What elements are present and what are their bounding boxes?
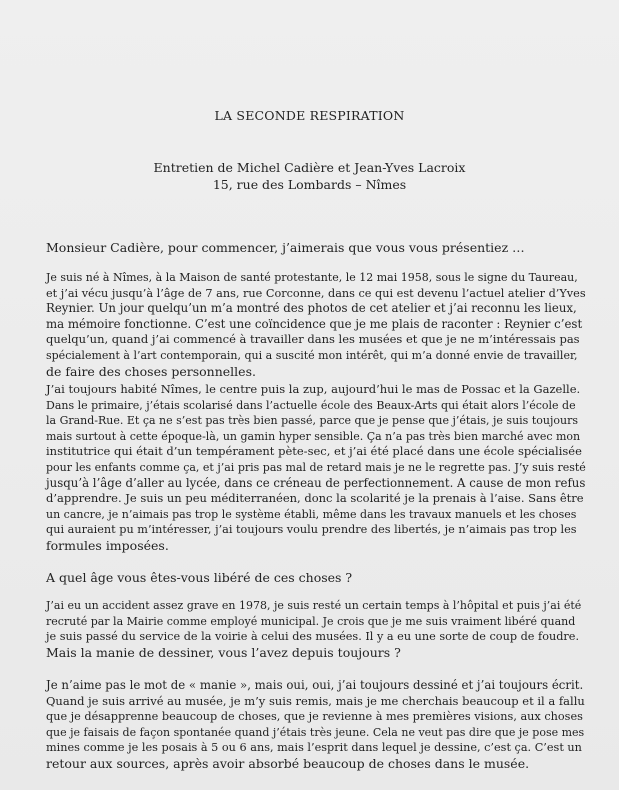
text-line: formules imposées. [46, 537, 169, 553]
text-line: J’ai toujours habité Nîmes, le centre puis la zup, aujourd’hui le mas de Possac et la Gazelle. [46, 382, 581, 396]
text-line: ma mémoire fonctionne. C’est une coïncidence que je me plais de raconter : Reynier c’est [46, 316, 583, 331]
text-line: spécialement à l’art contemporain, qui a suscité mon intérêt, qui m’a donné envie de travailler, [46, 348, 578, 362]
answer-paragraph [46, 598, 586, 660]
text-line: je suis passé du service de la voirie à celui des musées. Il y a eu une sorte de coup de foudre. [46, 630, 580, 644]
question-paragraph: Monsieur Cadière, pour commencer, j’aimerais que vous vous présentiez … [46, 240, 525, 255]
text-line: Je n’aime pas le mot de « manie », mais oui, oui, j’ai toujours dessiné et j’ai toujours écrit. [46, 678, 584, 692]
question-paragraph: A quel âge vous êtes-vous libéré de ces choses ? [46, 570, 353, 585]
text-line: un cancre, je n’aimais pas trop le système établi, même dans les travaux manuels et les choses [46, 507, 577, 521]
text-line: jusqu’à l’âge d’aller au lycée, dans ce créneau de perfectionnement. A cause de mon refus [46, 475, 586, 490]
text-line: de faire des choses personnelles. [46, 363, 256, 379]
text-line: institutrice qui était d’un tempérament pète-sec, et j’ai été placé dans une école spécialisée [46, 444, 582, 459]
answer-paragraph [46, 270, 586, 379]
answer-paragraph [46, 382, 586, 554]
text-line: J’ai eu un accident assez grave en 1978, je suis resté un certain temps à l’hôpital et puis j’ai été [46, 599, 582, 612]
interview-subtitle: Entretien de Michel Cadière et Jean-Yves Lacroix [153, 160, 466, 175]
text-line: quelqu’un, quand j’ai commencé à travailler dans les musées et que je ne m’intéressais pas [46, 332, 580, 347]
document-title: LA SECONDE RESPIRATION [214, 108, 405, 123]
text-line: Dans le primaire, j’étais scolarisé dans l’actuelle école des Beaux-Arts qui était alors l’école de [46, 398, 576, 412]
answer-paragraph [46, 678, 586, 772]
text-line: la Grand-Rue. Et ça ne s’est pas très bien passé, parce que je pense que j’étais, je suis toujours [46, 414, 578, 428]
text-line: et j’ai vécu jusqu’à l’âge de 7 ans, rue Corconne, dans ce qui est devenu l’actuel atelier d’Yves [46, 286, 586, 300]
text-line: d’apprendre. Je suis un peu méditerranéen, donc la scolarité je la prenais à l’aise. Sans être [46, 491, 584, 506]
text-line: Reynier. Un jour quelqu’un m’a montré des photos de cet atelier et j’ai reconnu les lieux, [46, 301, 577, 316]
text-line: Mais la manie de dessiner, vous l’avez depuis toujours ? [46, 644, 401, 660]
text-line: Quand je suis arrivé au musée, je m’y suis remis, mais je me cherchais beaucoup et il a fallu [46, 693, 585, 708]
text-line: pour les enfants comme ça, et j’ai pris pas mal de retard mais je ne le regrette pas. J’y suis resté [46, 460, 586, 474]
text-line: Je suis né à Nîmes, à la Maison de santé protestante, le 12 mai 1958, sous le signe du Taureau, [46, 271, 578, 284]
text-line: que je faisais de façon spontanée quand j’étais très jeune. Cela ne veut pas dire que je pose mes [46, 725, 585, 739]
text-line: mines comme je les posais à 5 ou 6 ans, mais l’esprit dans lequel je dessine, c’est ça. C’est un [46, 741, 582, 755]
text-line: mais surtout à cette époque-là, un gamin hyper sensible. Ça n’a pas très bien marché avec mon [46, 429, 581, 443]
text-line: recruté par la Mairie comme employé municipal. Je crois que je me suis vraiment libéré quand [46, 614, 576, 628]
text-line: retour aux sources, après avoir absorbé beaucoup de choses dans le musée. [46, 755, 530, 771]
text-line: qui auraient pu m’intéresser, j’ai toujours voulu prendre des libertés, je n’aimais pas trop les [46, 523, 577, 537]
address-subtitle: 15, rue des Lombards – Nîmes [212, 177, 407, 192]
text-line: que je désapprenne beaucoup de choses, que je revienne à mes premières visions, aux choses [46, 710, 583, 724]
